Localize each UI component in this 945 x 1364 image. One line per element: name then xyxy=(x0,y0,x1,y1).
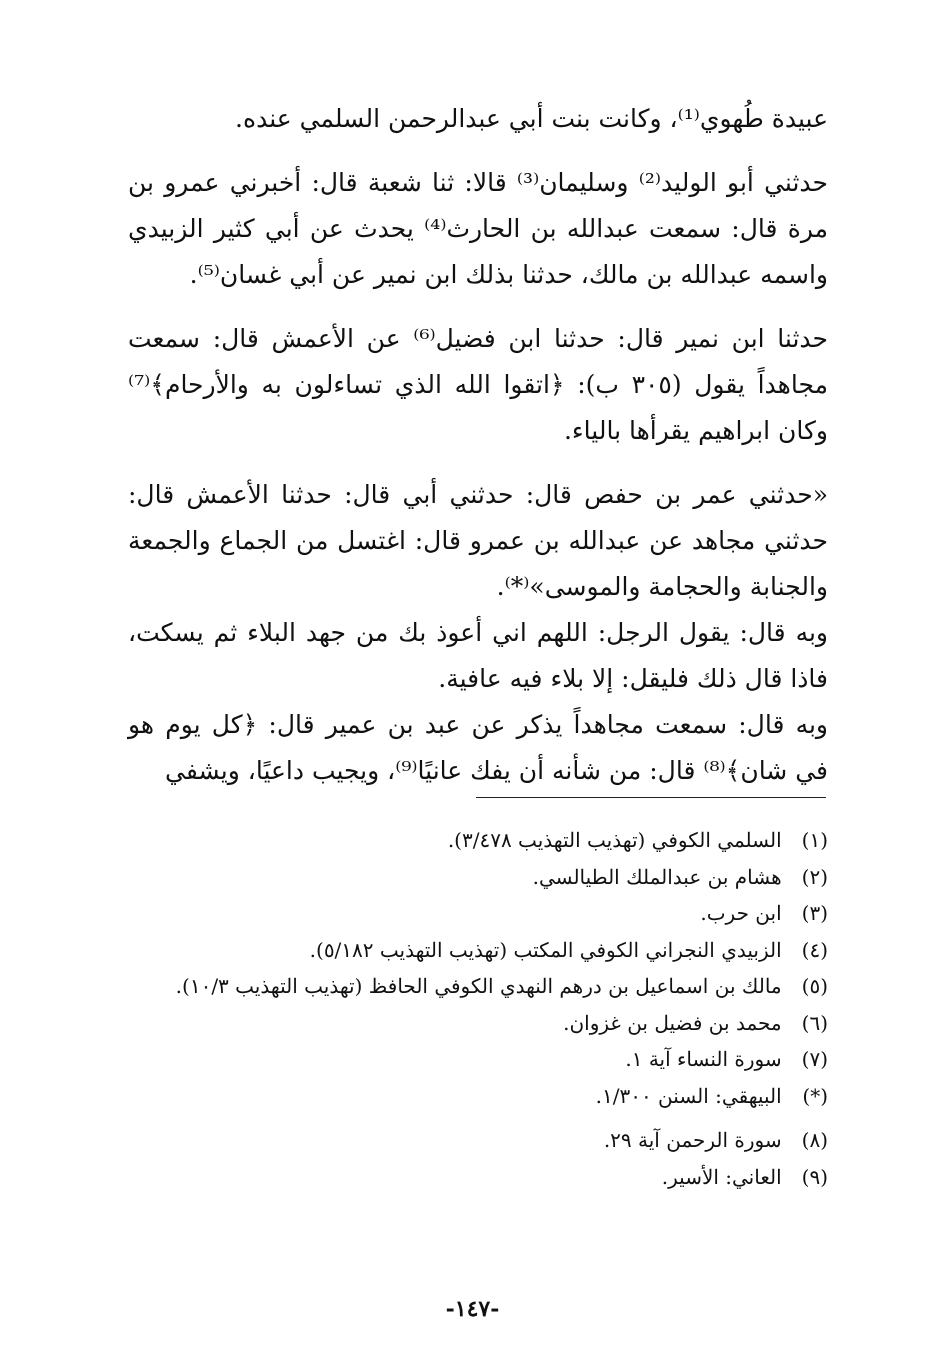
footnote-text: هشام بن عبدالملك الطيالسي. xyxy=(532,864,782,889)
footnote-text: البيهقي: السنن ١/٣٠٠. xyxy=(595,1083,782,1108)
paragraph-2: حدثني أبو الوليد⁽²⁾ وسليمان⁽³⁾ قالا: ثنا شعبة قال: أخبرني عمرو بن مرة قال: سمعت عبدالله بن الحارث⁽⁴⁾ يحدث عن أبي كثير الزبيدي واسمه عبدالله بن مالك، حدثنا بذلك ابن نمير عن أبي غسان⁽⁵⁾. xyxy=(128,168,828,289)
footnote-number: (*) xyxy=(802,1083,828,1108)
paragraph-1: عبيدة طُهوي⁽¹⁾، وكانت بنت أبي عبدالرحمن السلمي عنده. xyxy=(235,104,828,133)
paragraph-4: «حدثني عمر بن حفص قال: حدثني أبي قال: حدثنا الأعمش قال: حدثني مجاهد عن عبدالله بن عمرو قال: اغتسل من الجماع والجمعة والجنابة والحجامة والموسى»⁽*⁾. xyxy=(128,480,828,601)
footnote-text: محمد بن فضيل بن غزوان. xyxy=(563,1010,782,1035)
footnote-number: (٨) xyxy=(801,1128,828,1152)
footnote-3 xyxy=(120,895,828,932)
footnote-text: سورة النساء آية ١. xyxy=(625,1047,782,1071)
footnote-9 xyxy=(120,1159,828,1196)
footnote-number: (٧) xyxy=(801,1047,828,1071)
footnote-number: (٦) xyxy=(801,1010,828,1035)
paragraph-6: وبه قال: سمعت مجاهداً يذكر عن عبد بن عمير قال: ﴿كل يوم هو في شان﴾⁽⁸⁾ قال: من شأنه أن يفك عانيًا⁽⁹⁾، ويجيب داعيًا، ويشفي xyxy=(128,710,828,785)
paragraph-3: حدثنا ابن نمير قال: حدثنا ابن فضيل⁽⁶⁾ عن الأعمش قال: سمعت مجاهداً يقول (٣٠٥ ب): ﴿اتقوا الله الذي تساءلون به والأرحام﴾⁽⁷⁾ وكان ابراهيم يقرأها بالياء. xyxy=(128,324,828,445)
footnote-number: (٢) xyxy=(801,864,828,889)
footnote-number: (٤) xyxy=(801,937,828,962)
footnote-text: ابن حرب. xyxy=(700,901,782,925)
page-number: -١٤٧- xyxy=(445,1296,500,1322)
paragraph-5: وبه قال: يقول الرجل: اللهم اني أعوذ بك من جهد البلاء ثم يسكت، فاذا قال ذلك فليقل: إلا بلاء فيه عافية. xyxy=(128,618,828,693)
footnote-5 xyxy=(120,968,828,1005)
footnote-2 xyxy=(120,859,828,896)
footnote-number: (٥) xyxy=(801,974,828,998)
footnote-8 xyxy=(120,1122,828,1159)
footnote-text: السلمي الكوفي (تهذيب التهذيب ٣/٤٧٨). xyxy=(447,828,782,852)
footnote-number: (٣) xyxy=(801,901,828,925)
footnote-star xyxy=(120,1078,828,1115)
footnote-7 xyxy=(120,1041,828,1078)
footnote-divider xyxy=(476,797,826,798)
footnote-6 xyxy=(120,1005,828,1042)
footnote-1 xyxy=(120,822,828,859)
footnote-text: العاني: الأسير. xyxy=(661,1164,782,1189)
footnote-number: (١) xyxy=(801,828,828,852)
footnotes xyxy=(120,822,828,1195)
footnote-4 xyxy=(120,932,828,969)
main-text xyxy=(128,96,828,794)
footnote-text: سورة الرحمن آية ٢٩. xyxy=(603,1128,782,1152)
footnote-text: مالك بن اسماعيل بن درهم النهدي الكوفي الحافظ (تهذيب التهذيب ١٠/٣). xyxy=(175,974,782,998)
footnote-text: الزبيدي النجراني الكوفي المكتب (تهذيب التهذيب ٥/١٨٢). xyxy=(309,937,782,962)
footnote-number: (٩) xyxy=(801,1164,828,1189)
